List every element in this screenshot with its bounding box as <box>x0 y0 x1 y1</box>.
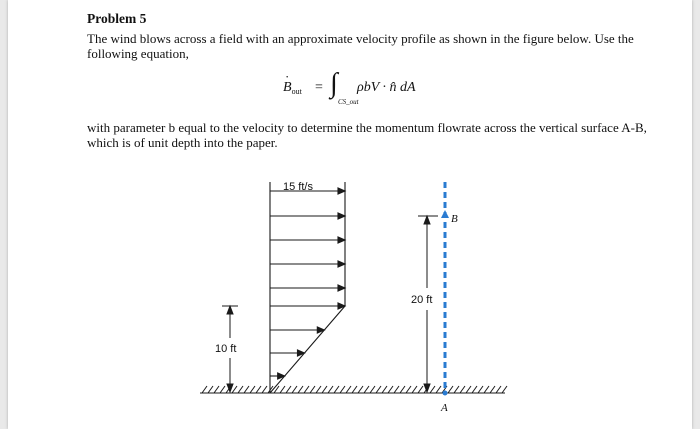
hatch-mark <box>256 386 261 393</box>
problem-intro: The wind blows across a field with an approximate velocity profile as shown in the figure below. Use the following equation, <box>87 31 634 61</box>
hatch-mark <box>448 386 453 393</box>
equals-sign: = <box>315 80 323 95</box>
hatch-mark <box>292 386 297 393</box>
label-20ft: 20 ft <box>411 294 433 306</box>
integral-subscript: CS_out <box>338 98 359 106</box>
label-top-velocity: 15 ft/s <box>283 181 313 193</box>
velocity-arrowhead <box>338 237 345 243</box>
problem-body: with parameter b equal to the velocity to determine the momentum flowrate across the vertical surface A-B, which is of unit depth into the paper. <box>87 120 647 150</box>
hatch-mark <box>394 386 399 393</box>
label-10ft: 10 ft <box>215 343 237 355</box>
hatch-mark <box>412 386 417 393</box>
hatch-mark <box>220 386 225 393</box>
hatch-mark <box>460 386 465 393</box>
hatch-mark <box>382 386 387 393</box>
hatch-mark <box>376 386 381 393</box>
ground <box>200 386 507 393</box>
hatch-mark <box>436 386 441 393</box>
hatch-mark <box>310 386 315 393</box>
hatch-mark <box>322 386 327 393</box>
hatch-mark <box>340 386 345 393</box>
hatch-mark <box>346 386 351 393</box>
label-point-b: B <box>451 213 458 225</box>
hatch-mark <box>250 386 255 393</box>
hatch-mark <box>202 386 207 393</box>
hatch-mark <box>484 386 489 393</box>
integral-sign: ∫ <box>330 68 338 99</box>
dim-20ft-arrowhead-bottom <box>424 384 430 392</box>
hatch-mark <box>418 386 423 393</box>
hatch-mark <box>214 386 219 393</box>
hatch-mark <box>280 386 285 393</box>
hatch-mark <box>364 386 369 393</box>
hatch-mark <box>406 386 411 393</box>
hatch-mark <box>328 386 333 393</box>
dim-10ft-arrowhead-top <box>227 306 233 314</box>
hatch-mark <box>352 386 357 393</box>
hatch-mark <box>430 386 435 393</box>
hatch-mark <box>358 386 363 393</box>
hatch-mark <box>208 386 213 393</box>
hatch-mark <box>262 386 267 393</box>
ground-hatch <box>202 386 507 393</box>
dim-20ft-arrowhead-top <box>424 216 430 224</box>
problem-title: Problem 5 <box>87 11 147 26</box>
velocity-arrowhead <box>297 350 304 356</box>
hatch-mark <box>298 386 303 393</box>
hatch-mark <box>370 386 375 393</box>
velocity-arrowhead <box>338 303 345 309</box>
point-b-marker <box>441 210 449 218</box>
dot-accent: · <box>285 69 290 84</box>
hatch-mark <box>400 386 405 393</box>
hatch-mark <box>304 386 309 393</box>
hatch-mark <box>490 386 495 393</box>
hatch-mark <box>478 386 483 393</box>
hatch-mark <box>244 386 249 393</box>
label-point-a: A <box>441 402 448 414</box>
hatch-mark <box>454 386 459 393</box>
point-a-marker <box>443 391 448 396</box>
lhs-subscript: out <box>291 87 302 96</box>
hatch-mark <box>238 386 243 393</box>
velocity-arrowhead <box>338 213 345 219</box>
velocity-arrows <box>270 188 345 379</box>
velocity-arrowhead <box>278 373 285 379</box>
hatch-mark <box>466 386 471 393</box>
velocity-arrowhead <box>338 188 345 194</box>
velocity-arrowhead <box>338 261 345 267</box>
lhs-symbol: B <box>283 80 292 95</box>
hatch-mark <box>316 386 321 393</box>
velocity-arrowhead <box>338 285 345 291</box>
velocity-profile <box>270 182 345 393</box>
hatch-mark <box>286 386 291 393</box>
hatch-mark <box>472 386 477 393</box>
hatch-mark <box>334 386 339 393</box>
hatch-mark <box>388 386 393 393</box>
equation-rhs: ρbV · n̂ dA <box>357 80 416 95</box>
hatch-mark <box>502 386 507 393</box>
velocity-arrowhead <box>317 327 324 333</box>
hatch-mark <box>232 386 237 393</box>
hatch-mark <box>496 386 501 393</box>
